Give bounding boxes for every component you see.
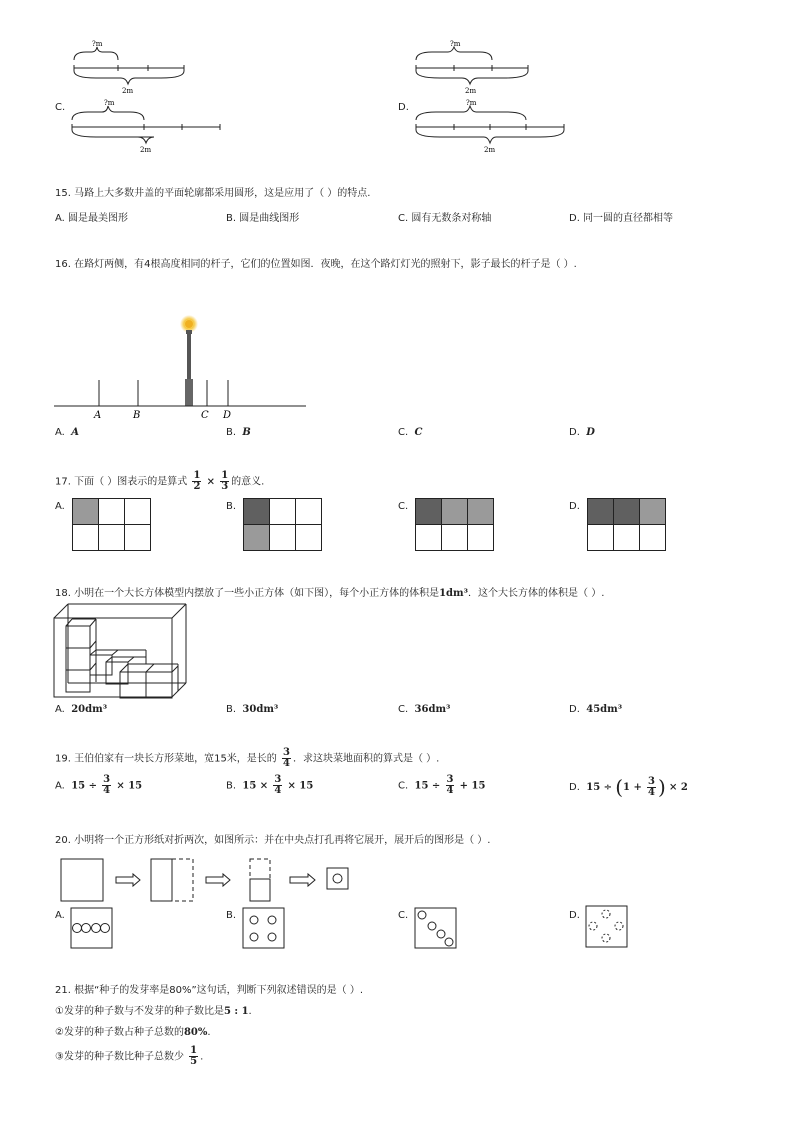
q18-option-d[interactable]: D. 45dm³ (569, 704, 623, 715)
q21-statement-2[interactable]: ②发芽的种子数占种子总数的80%. (55, 1027, 211, 1038)
q18-option-c[interactable]: C. 36dm³ (398, 704, 451, 715)
q14-diagram-b (410, 38, 535, 96)
q18-stem: 18. 小明在一个大长方体模型内摆放了一些小正方体（如下图），每个小正方体的体积是1dm³．这个大长方体的体积是（ ）. (55, 588, 605, 599)
q14-a-top-label: ?m (92, 40, 103, 48)
q14-c-top-label: ?m (104, 99, 115, 107)
pole-label-d: D (223, 410, 232, 421)
pole-label-b: B (133, 410, 141, 421)
q19-option-d[interactable]: D. 15 ÷ (1 + $\frac{3}{4}$ ) × 2 (569, 775, 688, 799)
q16-stem: 16. 在路灯两侧，有4根高度相同的杆子，它们的位置如图．夜晚，在这个路灯灯光的照射下，影子最长的杆子是（ ）. (55, 259, 577, 270)
q20-option-b-label[interactable]: B. (226, 910, 237, 921)
q17-option-c-grid[interactable] (415, 498, 494, 551)
q18-option-a[interactable]: A. 20dm³ (55, 704, 108, 715)
q16-streetlight-figure (50, 310, 312, 422)
q20-option-d-figure[interactable] (585, 905, 629, 949)
pole-label-a: A (94, 410, 102, 421)
q20-option-c-label[interactable]: C. (398, 910, 409, 921)
arrow-right-icon (116, 874, 140, 886)
punched-hole-icon (333, 874, 342, 883)
q19-option-a[interactable]: A. 15 ÷ $\frac{3}{4}$ × 15 (55, 774, 143, 796)
q15-option-a[interactable]: A. 圆是最美图形 (55, 213, 129, 224)
q15-option-c[interactable]: C. 圆有无数条对称轴 (398, 213, 492, 224)
q14-a-bottom-label: 2m (122, 87, 134, 95)
q19-stem: 19. 王伯伯家有一块长方形菜地，宽15米，是长的 $\frac{3}{4}$ ．求这块菜地面积的算式是（ ）. (55, 747, 440, 769)
q19-option-c[interactable]: C. 15 ÷ $\frac{3}{4}$ + 15 (398, 774, 486, 796)
q16-option-b[interactable]: B. B (226, 427, 251, 438)
q14-b-top-label: ?m (450, 40, 461, 48)
q20-option-d-label[interactable]: D. (569, 910, 580, 921)
q21-statement-3[interactable]: ③发芽的种子数比种子总数少 $\frac{1}{5}$ . (55, 1045, 204, 1067)
q19-option-b[interactable]: B. 15 × $\frac{3}{4}$ × 15 (226, 774, 314, 796)
q14-diagram-d (410, 96, 570, 156)
q18-cuboid-figure (52, 602, 192, 700)
q20-option-b-figure[interactable] (242, 907, 286, 949)
q15-stem: 15. 马路上大多数井盖的平面轮廓都采用圆形，这是应用了（ ）的特点. (55, 188, 371, 199)
q15-option-b[interactable]: B. 圆是曲线图形 (226, 213, 300, 224)
q14-c-bottom-label: 2m (140, 146, 152, 154)
q17-option-a-label[interactable]: A. (55, 501, 65, 512)
q14-d-bottom-label: 2m (484, 146, 496, 154)
q20-option-a-label[interactable]: A. (55, 910, 65, 921)
q17-option-d-label[interactable]: D. (569, 501, 580, 512)
q20-option-a-figure[interactable] (70, 907, 114, 949)
q21-stem: 21. 根据“种子的发芽率是80%”这句话，判断下列叙述错误的是（ ）. (55, 985, 364, 996)
q14-diagram-c (66, 96, 226, 156)
q15-option-d[interactable]: D. 同一圆的直径都相等 (569, 213, 674, 224)
q21-statement-1[interactable]: ①发芽的种子数与不发芽的种子数比是5 : 1. (55, 1006, 252, 1017)
q16-option-d[interactable]: D. D (569, 427, 595, 438)
q17-stem: 17. 下面（ ）图表示的是算式 $\frac{1}{2}$ × $\frac{1}{3}$ 的意义. (55, 470, 265, 492)
arrow-right-icon (290, 874, 315, 886)
q16-option-c[interactable]: C. C (398, 427, 423, 438)
q17-option-a-grid[interactable] (72, 498, 151, 551)
q16-option-a[interactable]: A. A (55, 427, 79, 438)
q17-option-c-label[interactable]: C. (398, 501, 409, 512)
q14-option-d[interactable]: D. (398, 102, 409, 113)
q20-stem: 20. 小明将一个正方形纸对折两次，如图所示：并在中央点打孔再将它展开，展开后的图形是（ ）. (55, 835, 491, 846)
q17-option-d-grid[interactable] (587, 498, 666, 551)
q18-option-b[interactable]: B. 30dm³ (226, 704, 279, 715)
q14-option-c[interactable]: C. (55, 102, 66, 113)
q20-option-c-figure[interactable] (414, 907, 458, 949)
q20-folding-sequence (58, 855, 358, 905)
lamp-pole (187, 334, 191, 379)
q17-option-b-label[interactable]: B. (226, 501, 237, 512)
pole-label-c: C (201, 410, 209, 421)
q14-d-top-label: ?m (466, 99, 477, 107)
arrow-right-icon (206, 874, 230, 886)
q17-option-b-grid[interactable] (243, 498, 322, 551)
q14-b-bottom-label: 2m (465, 87, 477, 95)
q14-diagram-a (66, 38, 191, 96)
